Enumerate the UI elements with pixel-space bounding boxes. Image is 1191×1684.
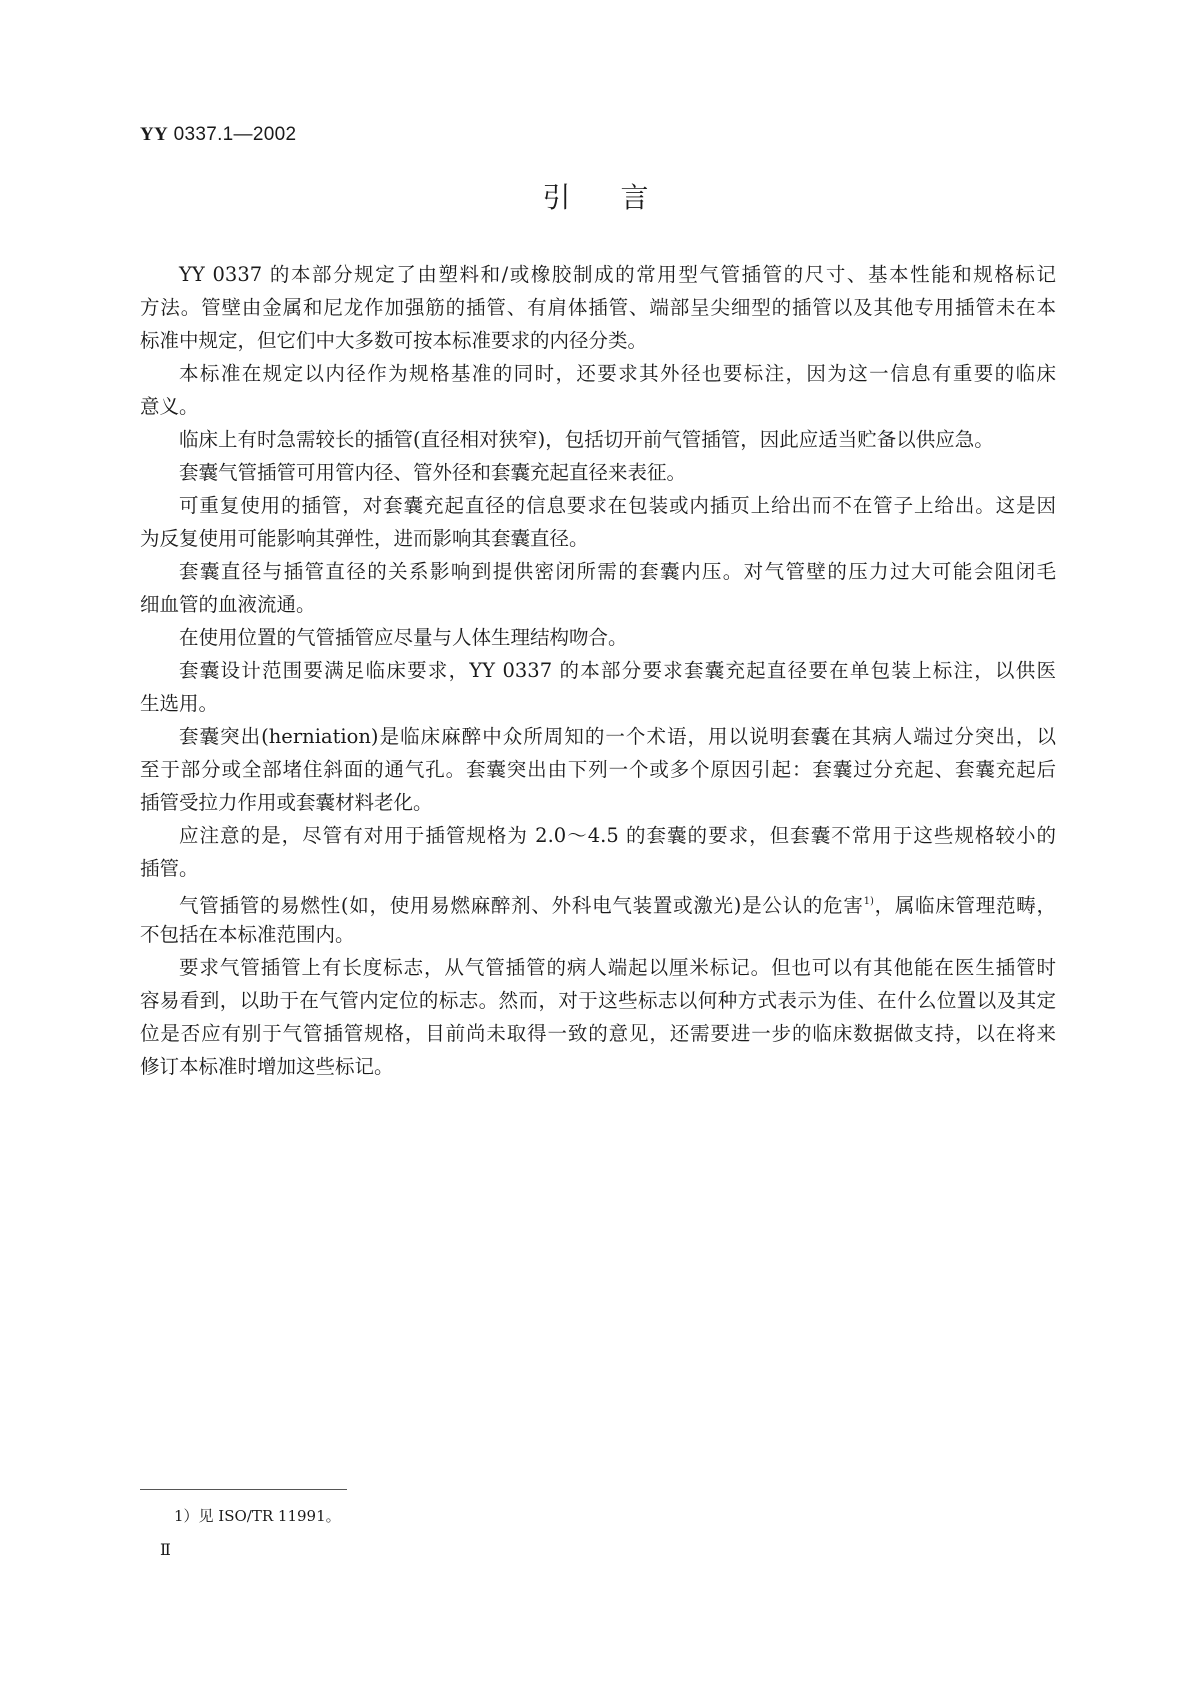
standard-prefix: YY bbox=[140, 124, 169, 145]
text-line: 可重复使用的插管，对套囊充起直径的信息要求在包装或内插页上给出而不在管子上给出。这是因 bbox=[179, 494, 1056, 517]
footnote-reference[interactable]: 1) bbox=[863, 896, 874, 907]
text-line: 插管受拉力作用或套囊材料老化。 bbox=[140, 791, 433, 814]
text-line: 细血管的血液流通。 bbox=[140, 593, 316, 616]
paragraph bbox=[140, 885, 1056, 951]
text-line: 为反复使用可能影响其弹性，进而影响其套囊直径。 bbox=[140, 527, 589, 550]
text-line: 应注意的是，尽管有对用于插管规格为 2.0～4.5 的套囊的要求，但套囊不常用于这些规格较小的 bbox=[179, 824, 1056, 847]
paragraph bbox=[140, 720, 1056, 819]
text-line: 方法。管壁由金属和尼龙作加强筋的插管、有肩体插管、端部呈尖细型的插管以及其他专用插管未在本 bbox=[140, 296, 1056, 319]
text-line: 至于部分或全部堵住斜面的通气孔。套囊突出由下列一个或多个原因引起：套囊过分充起、套囊充起后 bbox=[140, 758, 1056, 781]
paragraph bbox=[140, 489, 1056, 555]
paragraph bbox=[140, 819, 1056, 885]
text-line: 意义。 bbox=[140, 395, 199, 418]
text-line: 套囊突出(herniation)是临床麻醉中众所周知的一个术语，用以说明套囊在其病人端过分突出，以 bbox=[179, 725, 1056, 748]
text-line: 在使用位置的气管插管应尽量与人体生理结构吻合。 bbox=[179, 626, 628, 649]
paragraph bbox=[140, 654, 1056, 720]
text-segment: 气管插管的易燃性(如，使用易燃麻醉剂、外科电气装置或激光)是公认的危害 bbox=[179, 894, 864, 917]
text-line: 位是否应有别于气管插管规格，目前尚未取得一致的意见，还需要进一步的临床数据做支持，以在将来 bbox=[140, 1022, 1056, 1045]
text-line: 本标准在规定以内径作为规格基准的同时，还要求其外径也要标注，因为这一信息有重要的临床 bbox=[179, 362, 1056, 385]
page-number: Ⅱ bbox=[160, 1540, 171, 1559]
paragraph bbox=[140, 555, 1056, 621]
text-line: 套囊设计范围要满足临床要求，YY 0337 的本部分要求套囊充起直径要在单包装上标注，以供医 bbox=[179, 659, 1056, 682]
paragraph bbox=[140, 423, 1056, 456]
text-line: 插管。 bbox=[140, 857, 199, 880]
text-line: 临床上有时急需较长的插管(直径相对狭窄)，包括切开前气管插管，因此应适当贮备以供应急。 bbox=[179, 428, 994, 451]
text-line: 要求气管插管上有长度标志，从气管插管的病人端起以厘米标记。但也可以有其他能在医生插管时 bbox=[179, 956, 1056, 979]
paragraph bbox=[140, 621, 1056, 654]
paragraph bbox=[140, 951, 1056, 1083]
document-body bbox=[140, 258, 1056, 1083]
text-line: 套囊气管插管可用管内径、管外径和套囊充起直径来表征。 bbox=[179, 461, 687, 484]
text-line: 修订本标准时增加这些标记。 bbox=[140, 1055, 394, 1078]
text-line bbox=[140, 885, 1056, 918]
text-line: YY 0337 的本部分规定了由塑料和/或橡胶制成的常用型气管插管的尺寸、基本性能和规格标记 bbox=[179, 263, 1056, 286]
text-line: 不包括在本标准范围内。 bbox=[140, 923, 355, 946]
standard-code: 0337.1—2002 bbox=[173, 124, 297, 145]
footnote: 1）见 ISO/TR 11991。 bbox=[174, 1507, 341, 1525]
text-line: 生选用。 bbox=[140, 692, 219, 715]
text-line: 套囊直径与插管直径的关系影响到提供密闭所需的套囊内压。对气管壁的压力过大可能会阻闭毛 bbox=[179, 560, 1056, 583]
paragraph bbox=[140, 357, 1056, 423]
text-line: 容易看到，以助于在气管内定位的标志。然而，对于这些标志以何种方式表示为佳、在什么位置以及其定 bbox=[140, 989, 1056, 1012]
page-title: 引言 bbox=[542, 181, 699, 214]
text-line: 标准中规定，但它们中大多数可按本标准要求的内径分类。 bbox=[140, 329, 648, 352]
standard-number bbox=[140, 124, 296, 146]
paragraph bbox=[140, 456, 1056, 489]
text-segment: ，属临床管理范畴， bbox=[873, 894, 1056, 917]
paragraph bbox=[140, 258, 1056, 357]
footnote-divider bbox=[140, 1489, 347, 1490]
